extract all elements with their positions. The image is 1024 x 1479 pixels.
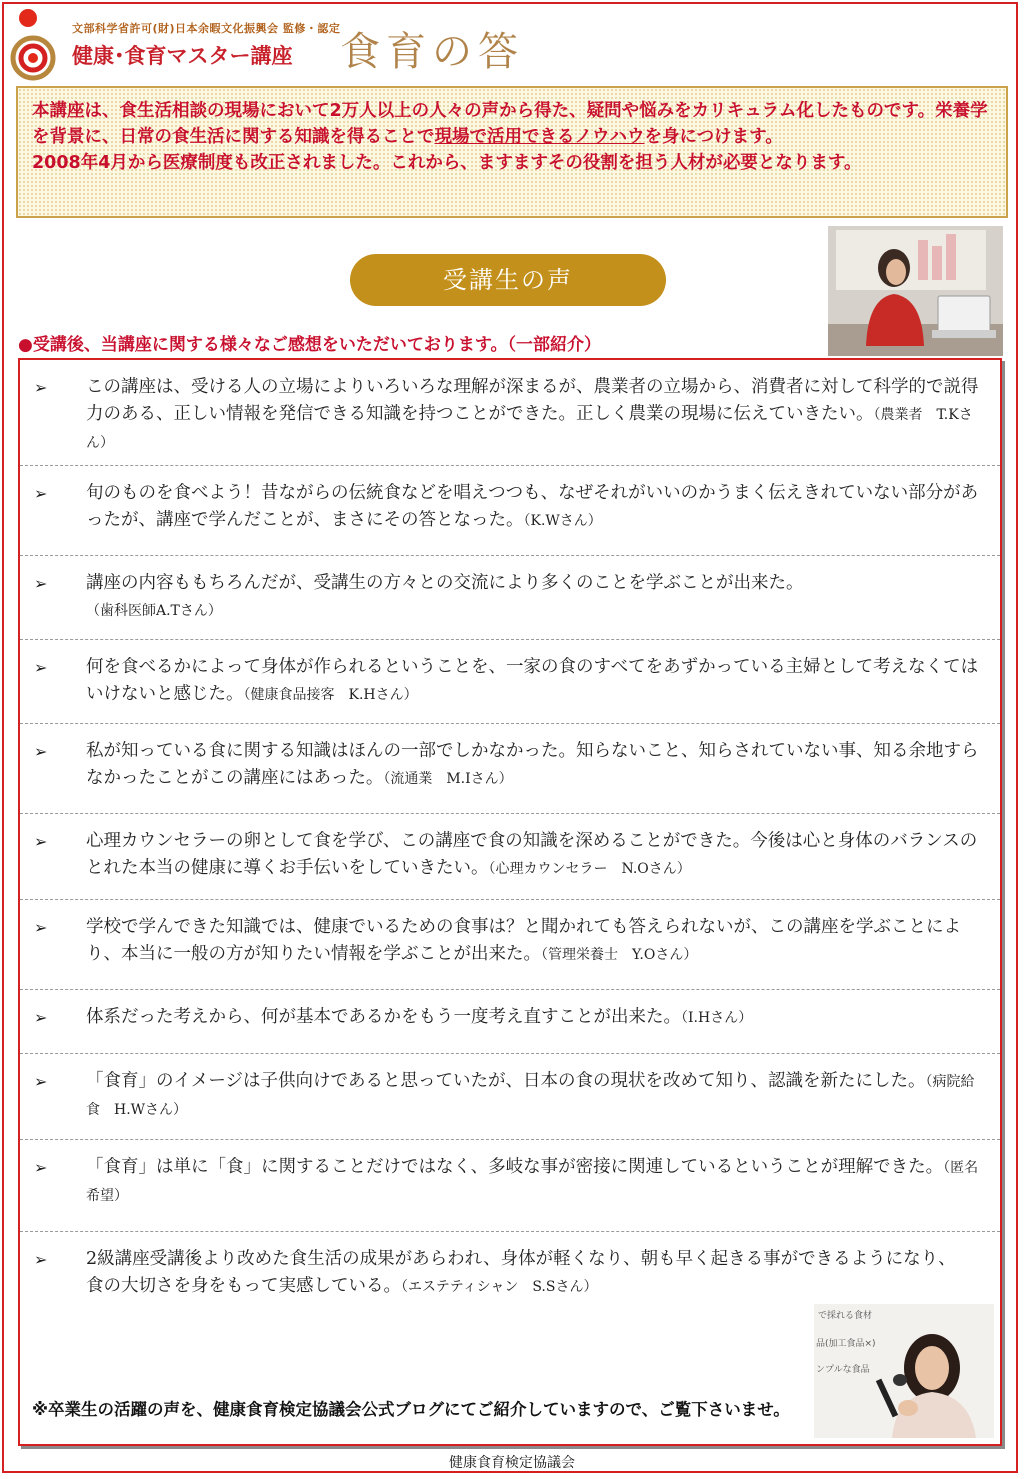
- testimonial-text: 心理カウンセラーの卵として食を学び、この講座で食の知識を深めることができた。今後は心と身体のバランスのとれた本当の健康に導くお手伝いをしていきたい。: [86, 831, 978, 878]
- header-course-title: 健康･食育マスター講座: [72, 44, 293, 68]
- testimonial-text: 学校で学んできた知識では、健康でいるための食事は？と聞かれても答えられないが、この講座を学ぶことにより、本当に一般の方が知りたい情報を学ぶことが出来た。: [86, 917, 961, 964]
- footer-organization: 健康食育検定協議会: [449, 1455, 575, 1471]
- bullet-arrow-icon: ➢: [34, 484, 48, 503]
- testimonial-text: 講座の内容ももちろんだが、受講生の方々との交流により多くのことを学ぶことが出来た。: [86, 573, 804, 593]
- testimonial-author: （I.Hさん）: [681, 1010, 753, 1026]
- intro-line2: 2008年4月から医療制度も改正されました。これから、ますますその役割を担う人材が必要となります。: [32, 153, 862, 173]
- header-brand-title: 食育の答: [340, 29, 524, 75]
- testimonial-item: [20, 814, 1000, 900]
- testimonial-text: 何を食べるかによって身体が作られるということを、一家の食のすべてをあずかっている主婦として考えなくてはいけないと感じた。: [86, 657, 979, 704]
- testimonial-text: 「食育」は単に「食」に関することだけではなく、多岐な事が密接に関連しているということが理解できた。: [86, 1157, 944, 1177]
- slide-line-3: ンプルな食品: [816, 1365, 870, 1375]
- testimonial-item: [20, 640, 1000, 724]
- logo-mark: [6, 6, 56, 82]
- testimonial-author: （歯科医師A.Tさん）: [86, 603, 222, 619]
- testimonial-text: 「食育」のイメージは子供向けであると思っていたが、日本の食の現状を改めて知り、認識を新たにした。: [86, 1071, 926, 1091]
- bullet-arrow-icon: ➢: [34, 658, 48, 677]
- testimonial-author: （管理栄養士 Y.Oさん）: [541, 947, 698, 963]
- testimonial-item: [20, 1232, 1000, 1312]
- testimonial-item: [20, 724, 1000, 814]
- testimonial-text: この講座は、受ける人の立場によりいろいろな理解が深まるが、農業者の立場から、消費者に対して科学的で説得力のある、正しい情報を発信できる知識を持つことができた。正しく農業の現場に伝えていきたい。: [86, 377, 979, 424]
- photo-lecturer-laptop: [828, 226, 1003, 356]
- testimonial-item: [20, 556, 1000, 640]
- testimonial-author: （心理カウンセラー N.Oさん）: [488, 861, 691, 877]
- testimonial-text: 2級講座受講後より改めた食生活の成果があらわれ、身体が軽くなり、朝も早く起きる事ができるようになり、食の大切さを身をもって実感している。: [86, 1249, 956, 1296]
- intro-part2: を身につけます。: [644, 127, 783, 147]
- testimonial-item: [20, 466, 1000, 556]
- intro-part1: 本講座は、食生活相談の現場において2万人以上の人々の声から得た、疑問や悩みをカリキュラム化したものです。栄養学を背景に、日常の食生活に関する知識を得ることで: [32, 101, 988, 147]
- bullet-arrow-icon: ➢: [34, 574, 48, 593]
- bullet-arrow-icon: ➢: [34, 918, 48, 937]
- intro-underlined: 現場で活用できるノウハウ: [434, 127, 645, 147]
- testimonial-text: 私が知っている食に関する知識はほんの一部でしかなかった。知らないこと、知らされていない事、知る余地すらなかったことがこの講座にはあった。: [86, 741, 979, 788]
- testimonial-author: （エステティシャン S.Sさん）: [401, 1279, 598, 1295]
- bullet-arrow-icon: ➢: [34, 378, 48, 397]
- testimonial-text: 旬のものを食べよう！昔ながらの伝統食などを唱えつつも、なぜそれがいいのかうまく伝えきれていない部分があったが、講座で学んだことが、まさにその答となった。: [86, 483, 979, 530]
- bullet-arrow-icon: ➢: [34, 832, 48, 851]
- testimonial-item: [20, 990, 1000, 1054]
- testimonial-item: [20, 360, 1000, 466]
- bullet-arrow-icon: ➢: [34, 1158, 48, 1177]
- bullet-arrow-icon: ➢: [34, 1008, 48, 1027]
- testimonial-item: [20, 900, 1000, 990]
- intro-box: [16, 86, 1008, 218]
- testimonial-author: （病院給食 H.Wさん）: [86, 1074, 975, 1118]
- header-authority-text: 文部科学省許可(財)日本余暇文化振興会 監修・認定: [72, 22, 341, 35]
- testimonial-author: （農業者 T.Kさん）: [86, 407, 973, 451]
- slide-line-2: 品(加工食品×): [816, 1339, 876, 1349]
- testimonial-author: （K.Wさん）: [523, 513, 602, 529]
- testimonial-item: [20, 1140, 1000, 1232]
- testimonial-list: [18, 358, 1002, 1446]
- photo-speaker-microphone: [814, 1304, 994, 1438]
- voices-subtitle: ●受講後、当講座に関する様々なご感想をいただいております。（一部紹介）: [18, 335, 601, 355]
- testimonial-author: （健康食品接客 K.Hさん）: [243, 687, 418, 703]
- bullet-arrow-icon: ➢: [34, 1072, 48, 1091]
- blog-footnote: ※卒業生の活躍の声を、健康食育検定協議会公式ブログにてご紹介していますので、ご覧下さいませ。: [32, 1400, 790, 1419]
- voices-heading-pill: 受講生の声: [350, 254, 666, 306]
- testimonial-item: [20, 1054, 1000, 1140]
- bullet-arrow-icon: ➢: [34, 742, 48, 761]
- testimonial-author: （流通業 M.Iさん）: [383, 771, 513, 787]
- slide-line-1: で採れる食材: [818, 1311, 873, 1321]
- intro-paragraph: [32, 98, 992, 150]
- bullet-arrow-icon: ➢: [34, 1250, 48, 1269]
- testimonial-author: （匿名希望）: [86, 1160, 979, 1204]
- testimonial-text: 体系だった考えから、何が基本であるかをもう一度考え直すことが出来た。: [86, 1007, 681, 1027]
